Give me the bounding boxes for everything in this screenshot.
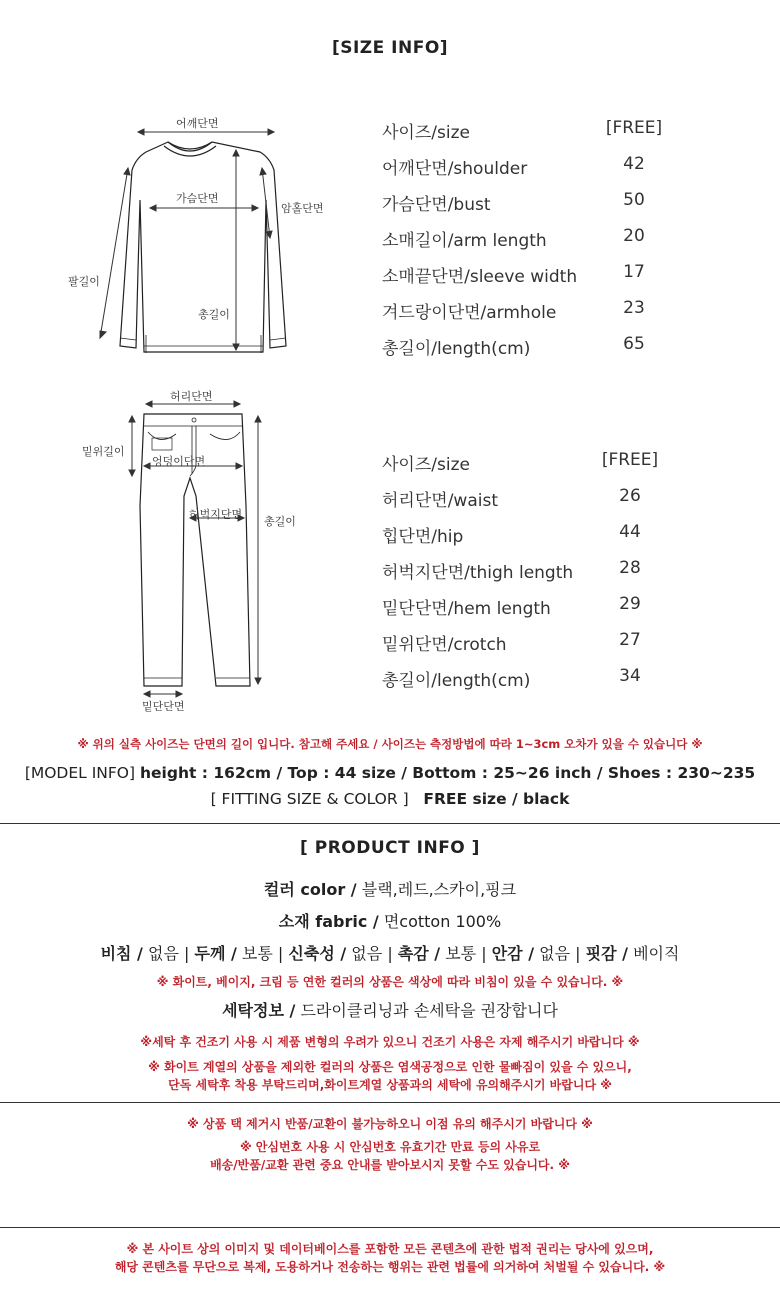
divider	[0, 823, 780, 824]
prop-label: 비침 /	[100, 944, 143, 963]
row-value: 50	[623, 190, 645, 210]
fabric-value: 면cotton 100%	[383, 912, 502, 931]
row-value: [FREE]	[601, 450, 659, 470]
table-row	[382, 298, 682, 322]
row-label: 소매길이/arm length	[382, 231, 547, 251]
model-info-value: height : 162cm / Top : 44 size / Bottom : 25~26 inch / Shoes : 230~235	[140, 764, 756, 782]
dye-note-1: ※ 화이트 계열의 상품을 제외한 컬러의 상품은 염색공정으로 인한 물빠짐이 있을 수 있으니,	[148, 1060, 632, 1074]
row-label: 사이즈/size	[382, 455, 470, 475]
tag-note: ※ 상품 택 제거시 반품/교환이 불가능하오니 이점 유의 해주시기 바랍니다 ※	[187, 1117, 593, 1131]
row-label: 겨드랑이단면/armhole	[382, 303, 557, 323]
safe-number-note-1: ※ 안심번호 사용 시 안심번호 유효기간 만료 등의 사유로	[239, 1140, 541, 1154]
table-row	[382, 262, 682, 286]
pants-illustration	[78, 386, 318, 716]
row-value: 44	[619, 522, 641, 542]
table-row	[382, 522, 682, 546]
separator: |	[184, 944, 190, 963]
dryer-note: ※세탁 후 건조기 사용 시 제품 변형의 우려가 있으니 건조기 사용은 자제 해주시기 바랍니다 ※	[140, 1035, 640, 1049]
row-value: 42	[623, 154, 645, 174]
copyright-note-2: 해당 콘텐츠를 무단으로 복제, 도용하거나 전송하는 행위는 관련 법률에 의거하여 처벌될 수 있습니다. ※	[114, 1260, 666, 1274]
wash-value: 드라이클리닝과 손세탁을 권장합니다	[300, 1001, 558, 1020]
table-row	[382, 334, 682, 358]
shoulder-label: 어깨단면	[176, 117, 219, 130]
size-info-title: [SIZE INFO]	[331, 38, 449, 58]
product-info-title: [ PRODUCT INFO ]	[300, 838, 480, 858]
table-row	[382, 154, 682, 178]
row-value: 23	[623, 298, 645, 318]
separator: |	[481, 944, 487, 963]
fitting-label: [ FITTING SIZE & COLOR ]	[210, 790, 409, 808]
prop-value: 없음	[539, 944, 571, 963]
row-label: 총길이/length(cm)	[382, 339, 531, 359]
row-value: 34	[619, 666, 641, 686]
separator: |	[277, 944, 284, 963]
fitting-value: FREE size / black	[423, 790, 570, 808]
prop-value: 보통	[241, 944, 273, 963]
fabric-label: 소재 fabric /	[278, 912, 379, 931]
row-value: 29	[619, 594, 641, 614]
hem-label: 밑단단면	[142, 700, 185, 713]
measure-note: ※ 위의 실측 사이즈는 단면의 길이 입니다. 참고해 주세요 / 사이즈는 측정방법에 따라 1~3cm 오차가 있을 수 있습니다 ※	[77, 737, 703, 751]
row-value: 20	[623, 226, 645, 246]
bottom-length-label: 총길이	[264, 515, 296, 528]
row-label: 가슴단면/bust	[382, 195, 491, 215]
dye-note-2: 단독 세탁후 착용 부탁드리며,화이트계열 상품과의 세탁에 유의해주시기 바랍니다 ※	[168, 1078, 612, 1092]
row-label: 총길이/length(cm)	[382, 671, 531, 691]
color-value: 블랙,레드,스카이,핑크	[361, 880, 517, 899]
row-label: 밑단단면/hem length	[382, 599, 551, 619]
table-row	[382, 226, 682, 250]
wash-label: 세탁정보 /	[222, 1001, 296, 1020]
prop-label: 안감 /	[491, 944, 535, 963]
prop-value: 없음	[147, 944, 179, 963]
table-row	[382, 558, 682, 582]
row-label: 사이즈/size	[382, 123, 470, 143]
model-info	[0, 764, 780, 782]
table-row	[382, 630, 682, 654]
arm-length-label: 팔길이	[68, 275, 100, 288]
copyright-note-1: ※ 본 사이트 상의 이미지 및 데이터베이스를 포함한 모든 콘텐츠에 관한 법적 권리는 당사에 있으며,	[126, 1242, 654, 1256]
divider	[0, 1227, 780, 1228]
row-label: 허리단면/waist	[382, 491, 498, 511]
prop-label: 신축성 /	[288, 944, 347, 963]
hip-label: 엉덩이단면	[152, 455, 206, 468]
prop-value: 없음	[351, 944, 383, 963]
prop-label: 두께 /	[194, 944, 237, 963]
shirt-illustration	[60, 110, 350, 370]
row-value: 17	[623, 262, 645, 282]
prop-value: 베이직	[633, 944, 680, 963]
row-value: 27	[619, 630, 641, 650]
row-value: 28	[619, 558, 641, 578]
row-label: 소매끝단면/sleeve width	[382, 267, 578, 287]
prop-value: 보통	[445, 944, 477, 963]
table-row	[382, 190, 682, 214]
top-size-diagram	[60, 110, 350, 370]
row-value: [FREE]	[605, 118, 663, 138]
wash-info	[0, 998, 780, 1021]
crotch-label: 밑위길이	[82, 445, 125, 458]
prop-label: 핏감 /	[585, 944, 628, 963]
row-value: 65	[623, 334, 645, 354]
row-label: 밑위단면/crotch	[382, 635, 507, 655]
row-label: 어깨단면/shoulder	[382, 159, 528, 179]
table-row	[382, 486, 682, 510]
color-info	[0, 877, 780, 900]
property-info	[0, 941, 780, 964]
prop-label: 촉감 /	[397, 944, 441, 963]
fabric-info	[0, 909, 780, 932]
row-value: 26	[619, 486, 641, 506]
row-label: 힙단면/hip	[382, 527, 464, 547]
table-row	[382, 594, 682, 618]
see-through-note: ※ 화이트, 베이지, 크림 등 연한 컬러의 상품은 색상에 따라 비침이 있을 수 있습니다. ※	[156, 975, 624, 989]
armhole-label: 암홀단면	[281, 202, 324, 215]
divider	[0, 1102, 780, 1103]
separator: |	[575, 944, 581, 963]
table-row	[382, 450, 682, 474]
bust-label: 가슴단면	[176, 192, 219, 205]
separator: |	[387, 944, 393, 963]
table-row	[382, 666, 682, 690]
safe-number-note-2: 배송/반품/교환 관련 중요 안내를 받아보시지 못할 수도 있습니다. ※	[210, 1158, 570, 1172]
waist-label: 허리단면	[170, 390, 213, 403]
model-info-label: [MODEL INFO]	[24, 764, 136, 782]
bottom-size-diagram	[78, 386, 318, 716]
top-length-label: 총길이	[198, 308, 230, 321]
table-row	[382, 118, 682, 142]
fitting-info	[0, 790, 780, 808]
thigh-label: 허벅지단면	[189, 508, 243, 521]
row-label: 허벅지단면/thigh length	[382, 563, 574, 583]
color-label: 컬러 color /	[263, 880, 357, 899]
